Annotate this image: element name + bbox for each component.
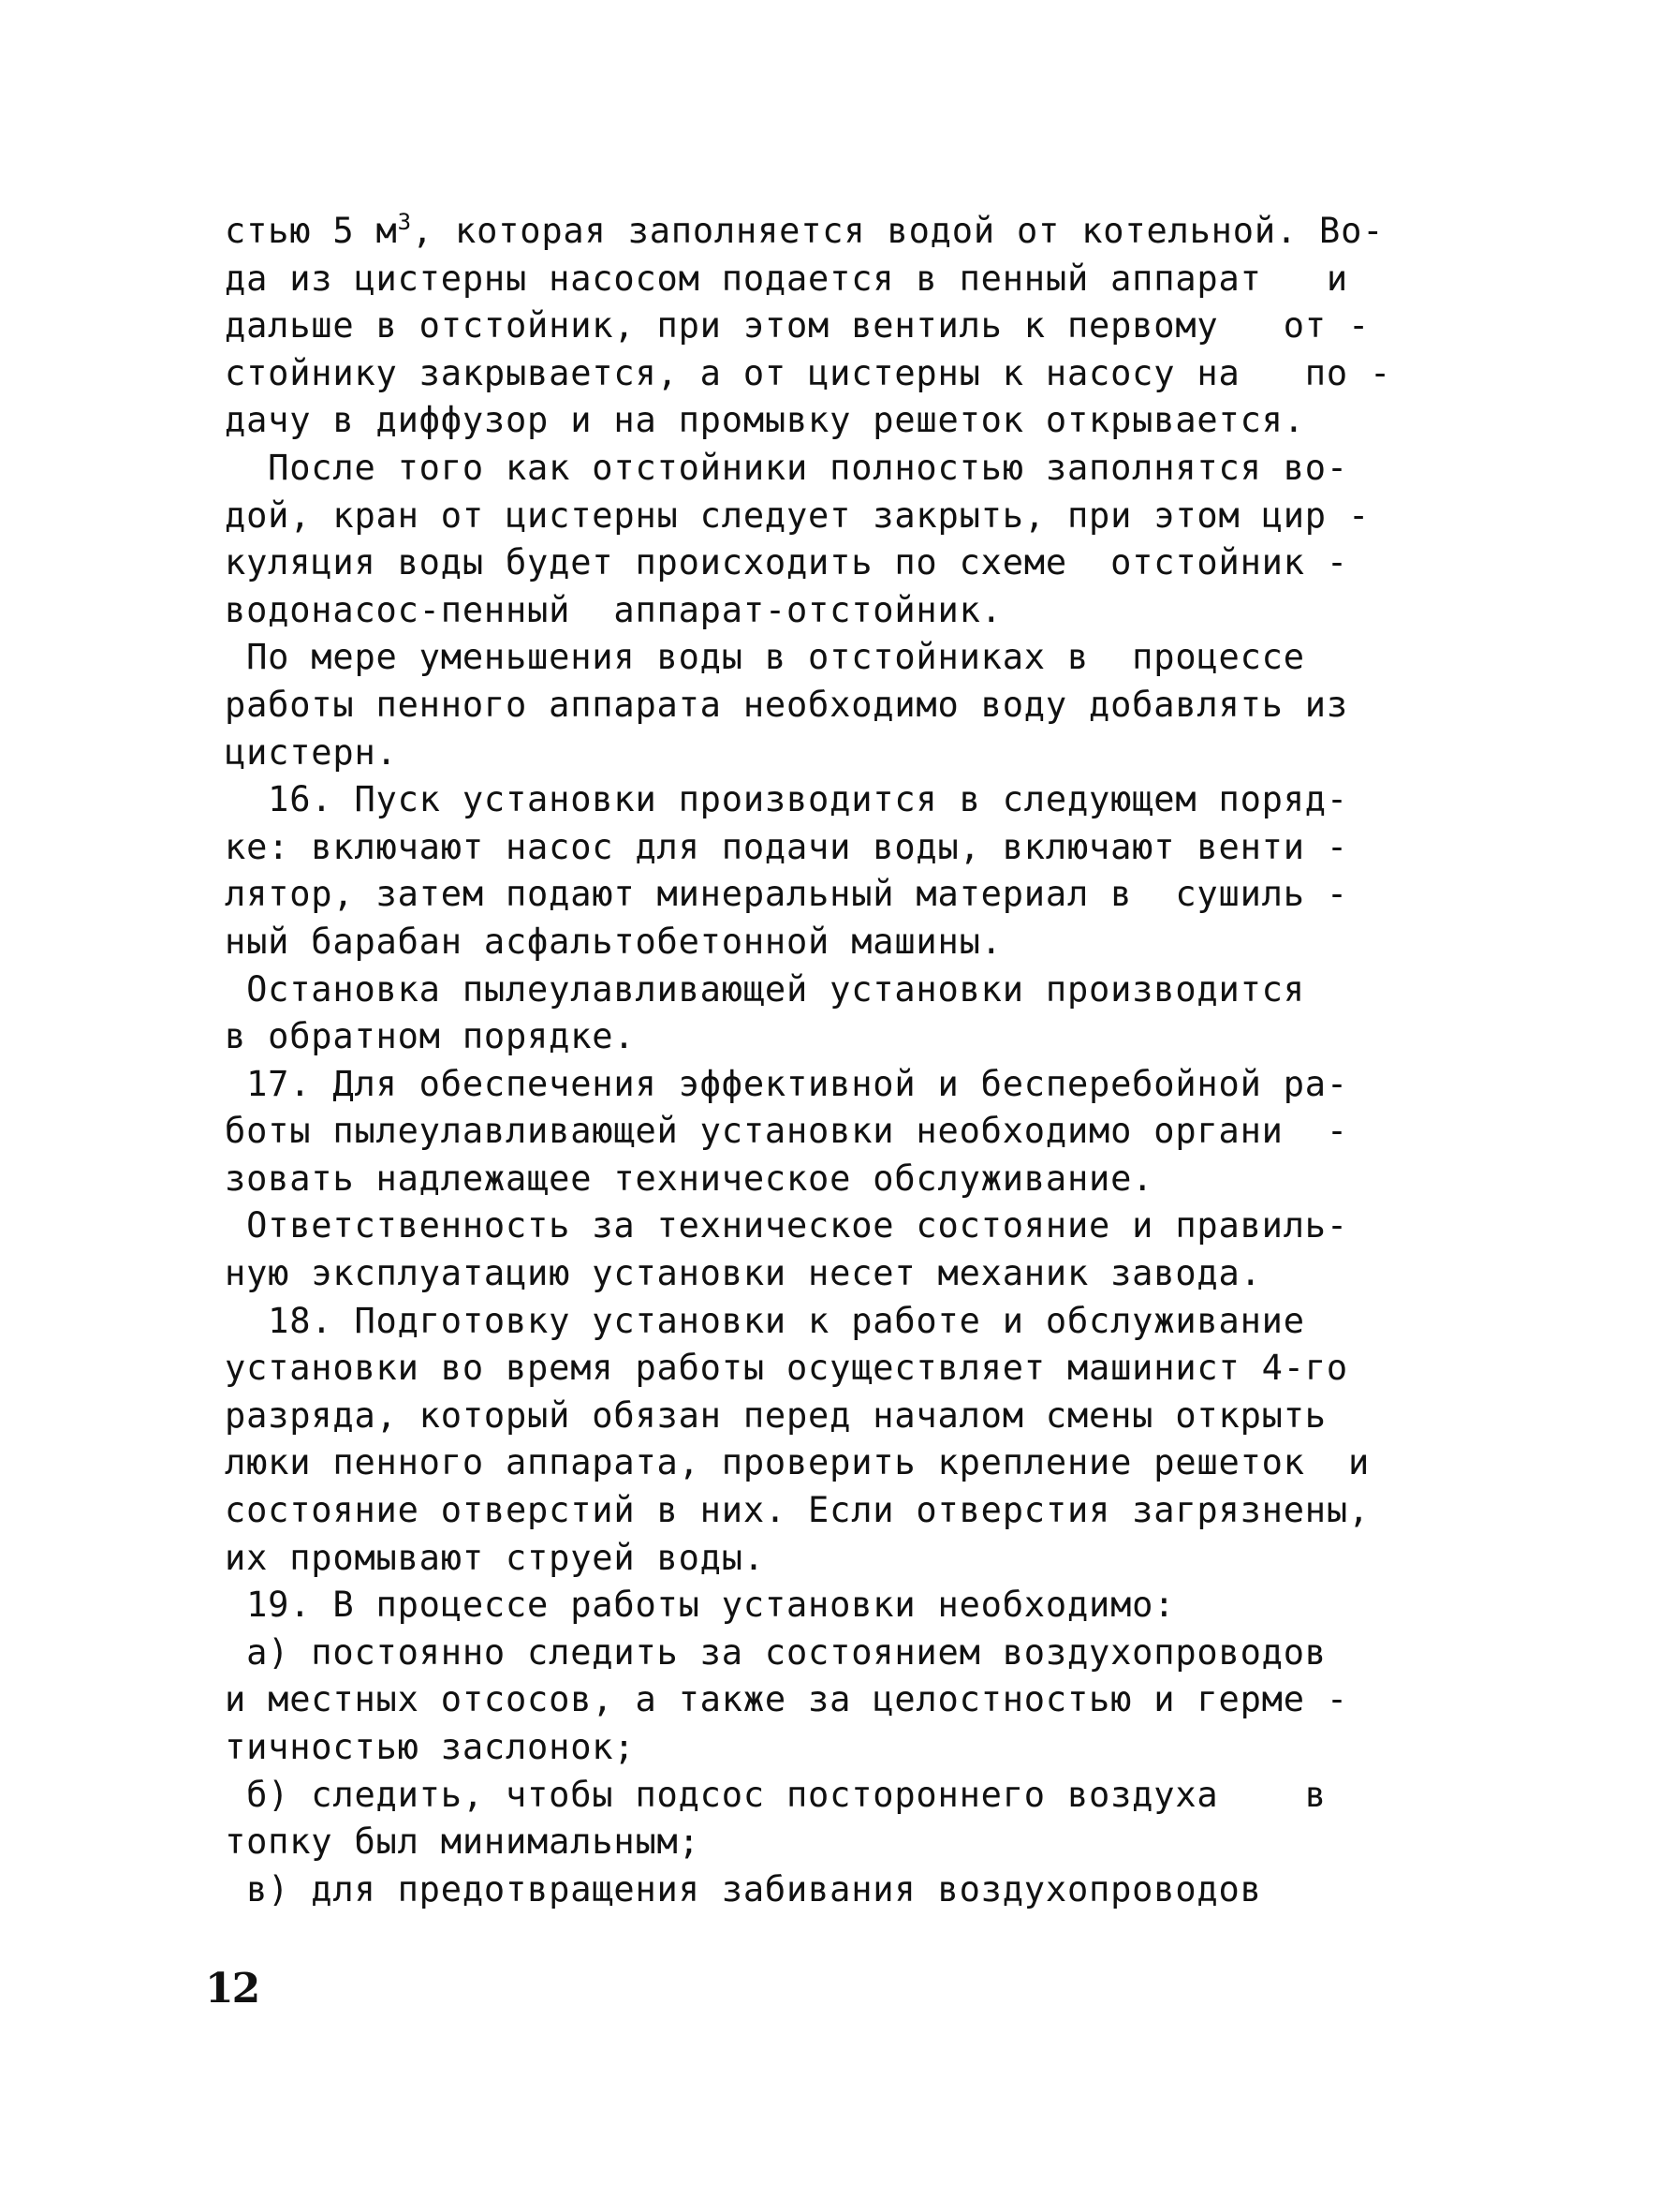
text-line: лятор, затем подают минеральный материал в сушиль - [225,874,1348,915]
text-line [225,208,1470,256]
text-line: куляция воды будет происходить по схеме отстойник - [225,542,1348,583]
text-line: установки во время работы осуществляет машинист 4-го [225,1348,1348,1389]
text-line: 16. Пуск установки производится в следующем поряд- [225,779,1348,820]
text-line: в) для предотвращения забивания воздухопроводов [225,1868,1262,1910]
text-line: боты пылеулавливающей установки необходимо органи - [225,1111,1348,1152]
text-line-end: , которая заполняется водой от котельной. Во- [411,211,1385,251]
text-line: 18. Подготовку установки к работе и обслуживание [225,1300,1305,1341]
text-line: По мере уменьшения воды в отстойниках в процессе [225,637,1305,678]
text-line: Ответственность за техническое состояние и правиль- [225,1205,1348,1246]
text-line: состояние отверстий в них. Если отверстия загрязнены, [225,1490,1371,1531]
text-line: дачу в диффузор и на промывку решеток открывается. [225,400,1305,441]
text-line: работы пенного аппарата необходимо воду добавлять из [225,684,1348,725]
text-line: 19. В процессе работы установки необходимо: [225,1585,1176,1626]
text-line: люки пенного аппарата, проверить крепление решеток и [225,1442,1371,1483]
text-line: да из цистерны насосом подается в пенный аппарат и [225,258,1348,299]
text-line-start: стью 5 м [225,211,398,251]
superscript-exponent: 3 [397,209,412,235]
text-line: в обратном порядке. [225,1016,636,1057]
text-line: ную эксплуатацию установки несет механик завода. [225,1253,1262,1294]
text-line: их промывают струей воды. [225,1537,765,1578]
text-line: 17. Для обеспечения эффективной и бесперебойной ра- [225,1063,1348,1104]
body-text [225,208,1470,1913]
text-line: дой, кран от цистерны следует закрыть, при этом цир - [225,494,1371,536]
page-number: 12 [205,1965,259,2013]
text-line: дальше в отстойник, при этом вентиль к первому от - [225,305,1371,347]
text-line: цистерн. [225,731,398,773]
text-line: Остановка пылеулавливающей установки производится [225,968,1305,1010]
text-line: тичностью заслонок; [225,1727,636,1767]
text-line: ке: включают насос для подачи воды, включают венти - [225,826,1348,867]
text-line: ный барабан асфальтобетонной машины. [225,921,1003,962]
text-line: б) следить, чтобы подсос постороннего воздуха в [225,1774,1327,1815]
text-line: а) постоянно следить за состоянием воздухопроводов [225,1631,1327,1673]
text-line: топку был минимальным; [225,1821,700,1863]
text-line: стойнику закрывается, а от цистерны к насосу на по - [225,352,1392,393]
text-line: водонасос-пенный аппарат-отстойник. [225,589,1003,630]
text-line: разряда, который обязан перед началом смены открыть [225,1394,1327,1436]
text-line: После того как отстойники полностью заполнятся во- [225,447,1348,488]
text-line: зовать надлежащее техническое обслуживание. [225,1158,1154,1199]
text-line: и местных отсосов, а также за целостностью и герме - [225,1679,1348,1720]
